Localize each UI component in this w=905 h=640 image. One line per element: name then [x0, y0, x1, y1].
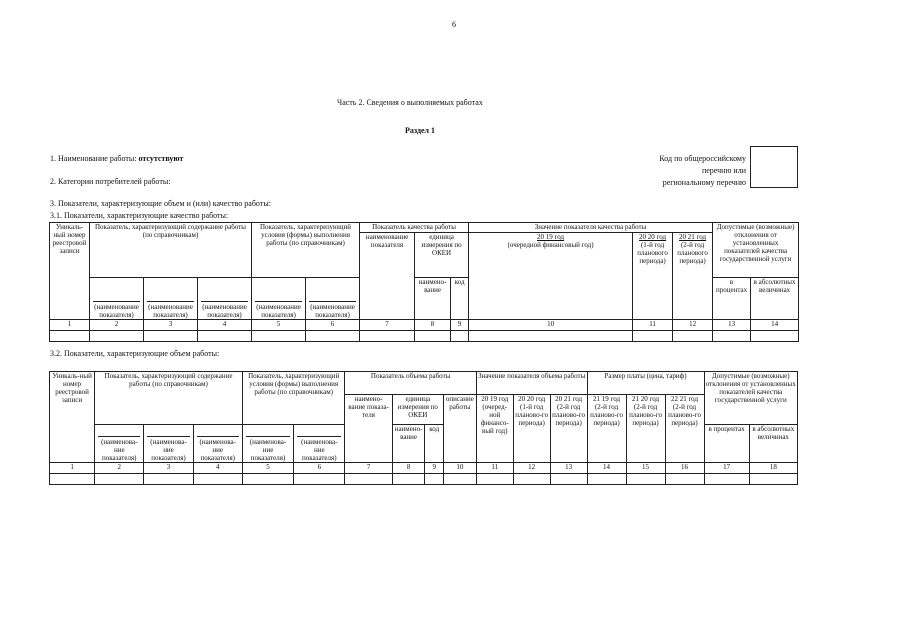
v-deviation-header: Допустимые (возможные) отклонения от установленных показателей качества государственной услуги: [704, 372, 797, 425]
data-row: [50, 331, 799, 342]
content-name-1: [90, 278, 144, 320]
v-column-number-12: 12: [513, 463, 550, 474]
v-unique-num-header: Уникаль-ный номер реестровой записи: [50, 372, 95, 463]
v-data-cell-3[interactable]: [144, 474, 193, 485]
v-condition-indicator-header: Показатель, характеризующий условия (формы) выполнения работы (по справочникам): [242, 372, 345, 425]
indicator-name-header: наименование показателя: [360, 233, 415, 320]
v-data-cell-5[interactable]: [242, 474, 293, 485]
content-indicator-header: Показатель, характеризующий содержание работы (по справочникам): [90, 223, 252, 278]
quality-indicator-header: Показатель качества работы: [360, 223, 469, 233]
year3-header: [673, 233, 713, 320]
v-okei-unit-header: единица измерения по ОКЕИ: [392, 395, 443, 425]
column-numbers-row: [50, 320, 799, 331]
deviation-abs-header: в абсолютных величинах: [751, 278, 799, 320]
v-data-cell-1[interactable]: [50, 474, 95, 485]
data-cell-4[interactable]: [198, 331, 252, 342]
condition-name-1: [252, 278, 306, 320]
page-number: 6: [452, 20, 456, 29]
v-data-cell-6[interactable]: [294, 474, 345, 485]
v-column-number-14: 14: [587, 463, 626, 474]
work-name-value: отсутствуют: [138, 154, 184, 163]
content-name-3-text: (наименование показателя): [202, 303, 247, 319]
v-okei-name-header: наимено-вание: [392, 425, 425, 463]
column-number-3: 3: [144, 320, 198, 331]
data-cell-5[interactable]: [252, 331, 306, 342]
v-column-number-8: 8: [392, 463, 425, 474]
year3-label: 20 21 год: [679, 233, 707, 241]
unique-num-header: Уникаль-ный номер реестровой записи: [50, 223, 90, 320]
v-content-name-2-text: (наименова-ние показателя): [147, 436, 189, 462]
data-cell-3[interactable]: [144, 331, 198, 342]
v-content-name-3: [193, 425, 242, 463]
fee-year3-header: 22 21 год (2-й год планово-го периода): [665, 395, 704, 463]
data-cell-6[interactable]: [306, 331, 360, 342]
consumer-categories-label: 2. Категории потребителей работы:: [50, 177, 171, 186]
v-column-number-16: 16: [665, 463, 704, 474]
v-column-number-18: 18: [749, 463, 797, 474]
v-data-cell-10[interactable]: [443, 474, 476, 485]
v-data-cell-7[interactable]: [345, 474, 392, 485]
okei-unit-header: единица измерения по ОКЕИ: [415, 233, 469, 278]
volume-indicators-label: 3.2. Показатели, характеризующие объем работы:: [50, 349, 220, 358]
content-name-3: [198, 278, 252, 320]
year2-sub: (1-й год планового периода): [637, 241, 668, 265]
v-condition-name-1-text: (наименова-ние показателя): [246, 436, 290, 462]
data-cell-1[interactable]: [50, 331, 90, 342]
quality-indicators-label: 3.1. Показатели, характеризующие качество работы:: [50, 211, 229, 220]
okei-name-header: наимено-вание: [415, 278, 451, 320]
v-data-cell-9[interactable]: [425, 474, 443, 485]
v-deviation-abs-header: в абсолютных величинах: [749, 425, 797, 463]
data-cell-2[interactable]: [90, 331, 144, 342]
column-number-2: 2: [90, 320, 144, 331]
code-label-line-2: перечню или: [701, 166, 746, 175]
condition-name-2-text: (наименование показателя): [310, 303, 355, 319]
year1-header: [469, 233, 633, 320]
content-name-1-text: (наименование показателя): [94, 303, 139, 319]
column-number-11: 11: [633, 320, 673, 331]
v-content-name-1-text: (наименова-ние показателя): [98, 436, 140, 462]
year1-label: 20 19 год: [537, 233, 565, 241]
v-okei-code-header: код: [425, 425, 443, 463]
column-number-10: 10: [469, 320, 633, 331]
content-name-2: [144, 278, 198, 320]
v-column-number-11: 11: [476, 463, 513, 474]
column-number-4: 4: [198, 320, 252, 331]
column-number-14: 14: [751, 320, 799, 331]
volume-year1-header: 20 19 год (очеред-ной финансо-вый год): [476, 395, 513, 463]
code-label-line-1: Код по общероссийскому: [659, 154, 746, 163]
data-cell-11[interactable]: [633, 331, 673, 342]
volume-year3-header: 20 21 год (2-й год планово-го периода): [550, 395, 587, 463]
work-description-header: описание работы: [443, 395, 476, 463]
code-label: [620, 154, 746, 187]
v-condition-name-2-text: (наименова-ние показателя): [297, 436, 341, 462]
quality-value-header: Значение показателя качества работы: [469, 223, 713, 233]
v-content-name-1: [95, 425, 144, 463]
data-cell-10[interactable]: [469, 331, 633, 342]
v-data-cell-11[interactable]: [476, 474, 513, 485]
v-indicator-name-header: наимено-вание показа-теля: [345, 395, 392, 463]
column-number-12: 12: [673, 320, 713, 331]
column-number-9: 9: [451, 320, 469, 331]
v-data-row: [50, 474, 798, 485]
data-cell-13[interactable]: [713, 331, 751, 342]
v-data-cell-15[interactable]: [626, 474, 665, 485]
v-column-number-10: 10: [443, 463, 476, 474]
v-data-cell-16[interactable]: [665, 474, 704, 485]
column-number-8: 8: [415, 320, 451, 331]
okei-code-header: код: [451, 278, 469, 320]
condition-name-1-text: (наименование показателя): [256, 303, 301, 319]
v-condition-name-2: [294, 425, 345, 463]
data-cell-14[interactable]: [751, 331, 799, 342]
data-cell-12[interactable]: [673, 331, 713, 342]
v-column-number-13: 13: [550, 463, 587, 474]
column-number-6: 6: [306, 320, 360, 331]
section-title: Раздел 1: [405, 126, 436, 135]
condition-name-2: [306, 278, 360, 320]
v-column-numbers-row: [50, 463, 798, 474]
volume-indicator-header: Показатель объема работы: [345, 372, 476, 395]
code-label-line-3: региональному перечню: [662, 178, 746, 187]
v-data-cell-2[interactable]: [95, 474, 144, 485]
work-name-label: 1. Наименование работы:: [50, 154, 137, 163]
v-content-name-3-text: (наименова-ние показателя): [197, 436, 239, 462]
v-content-name-2: [144, 425, 193, 463]
v-column-number-3: 3: [144, 463, 193, 474]
v-data-cell-17[interactable]: [704, 474, 749, 485]
code-box[interactable]: [750, 146, 798, 188]
v-column-number-9: 9: [425, 463, 443, 474]
indicators-label: 3. Показатели, характеризующие объем и (или) качество работы:: [50, 199, 271, 208]
v-data-cell-8[interactable]: [392, 474, 425, 485]
volume-table: [49, 371, 798, 485]
year1-sub: (очередной финансовый год): [507, 241, 594, 249]
volume-year2-header: 20 20 год (1-й год планово-го периода): [513, 395, 550, 463]
year3-sub: (2-й год планового периода): [677, 241, 708, 265]
data-cell-8[interactable]: [415, 331, 451, 342]
v-data-cell-12[interactable]: [513, 474, 550, 485]
v-column-number-1: 1: [50, 463, 95, 474]
v-data-cell-4[interactable]: [193, 474, 242, 485]
v-content-indicator-header: Показатель, характеризующий содержание работы (по справочникам): [95, 372, 243, 425]
v-column-number-17: 17: [704, 463, 749, 474]
deviation-header: Допустимые (возможные) отклонения от установленных показателей качества государственной услуги: [713, 223, 799, 278]
data-cell-9[interactable]: [451, 331, 469, 342]
fee-header: Размер платы (цена, тариф): [587, 372, 704, 395]
v-column-number-15: 15: [626, 463, 665, 474]
part-title: Часть 2. Сведения о выполняемых работах: [337, 98, 483, 107]
v-column-number-5: 5: [242, 463, 293, 474]
data-cell-7[interactable]: [360, 331, 415, 342]
v-data-cell-14[interactable]: [587, 474, 626, 485]
year2-label: 20 20 год: [639, 233, 667, 241]
column-number-1: 1: [50, 320, 90, 331]
fee-year2-header: 21 20 год (2-й год планово-го периода): [626, 395, 665, 463]
column-number-13: 13: [713, 320, 751, 331]
fee-year1-header: 21 19 год (2-й год планово-го периода): [587, 395, 626, 463]
v-column-number-7: 7: [345, 463, 392, 474]
v-data-cell-13[interactable]: [550, 474, 587, 485]
column-number-5: 5: [252, 320, 306, 331]
volume-value-header: Значение показателя объема работы: [476, 372, 587, 395]
condition-indicator-header: Показатель, характеризующий условия (формы) выполнения работы (по справочникам): [252, 223, 360, 278]
year2-header: [633, 233, 673, 320]
deviation-percent-header: в процентах: [713, 278, 751, 320]
column-number-7: 7: [360, 320, 415, 331]
content-name-2-text: (наименование показателя): [148, 303, 193, 319]
quality-table: [49, 222, 799, 342]
v-column-number-6: 6: [294, 463, 345, 474]
v-column-number-4: 4: [193, 463, 242, 474]
v-column-number-2: 2: [95, 463, 144, 474]
v-data-cell-18[interactable]: [749, 474, 797, 485]
v-deviation-percent-header: в процентах: [704, 425, 749, 463]
work-name-row: [50, 154, 183, 163]
v-condition-name-1: [242, 425, 293, 463]
